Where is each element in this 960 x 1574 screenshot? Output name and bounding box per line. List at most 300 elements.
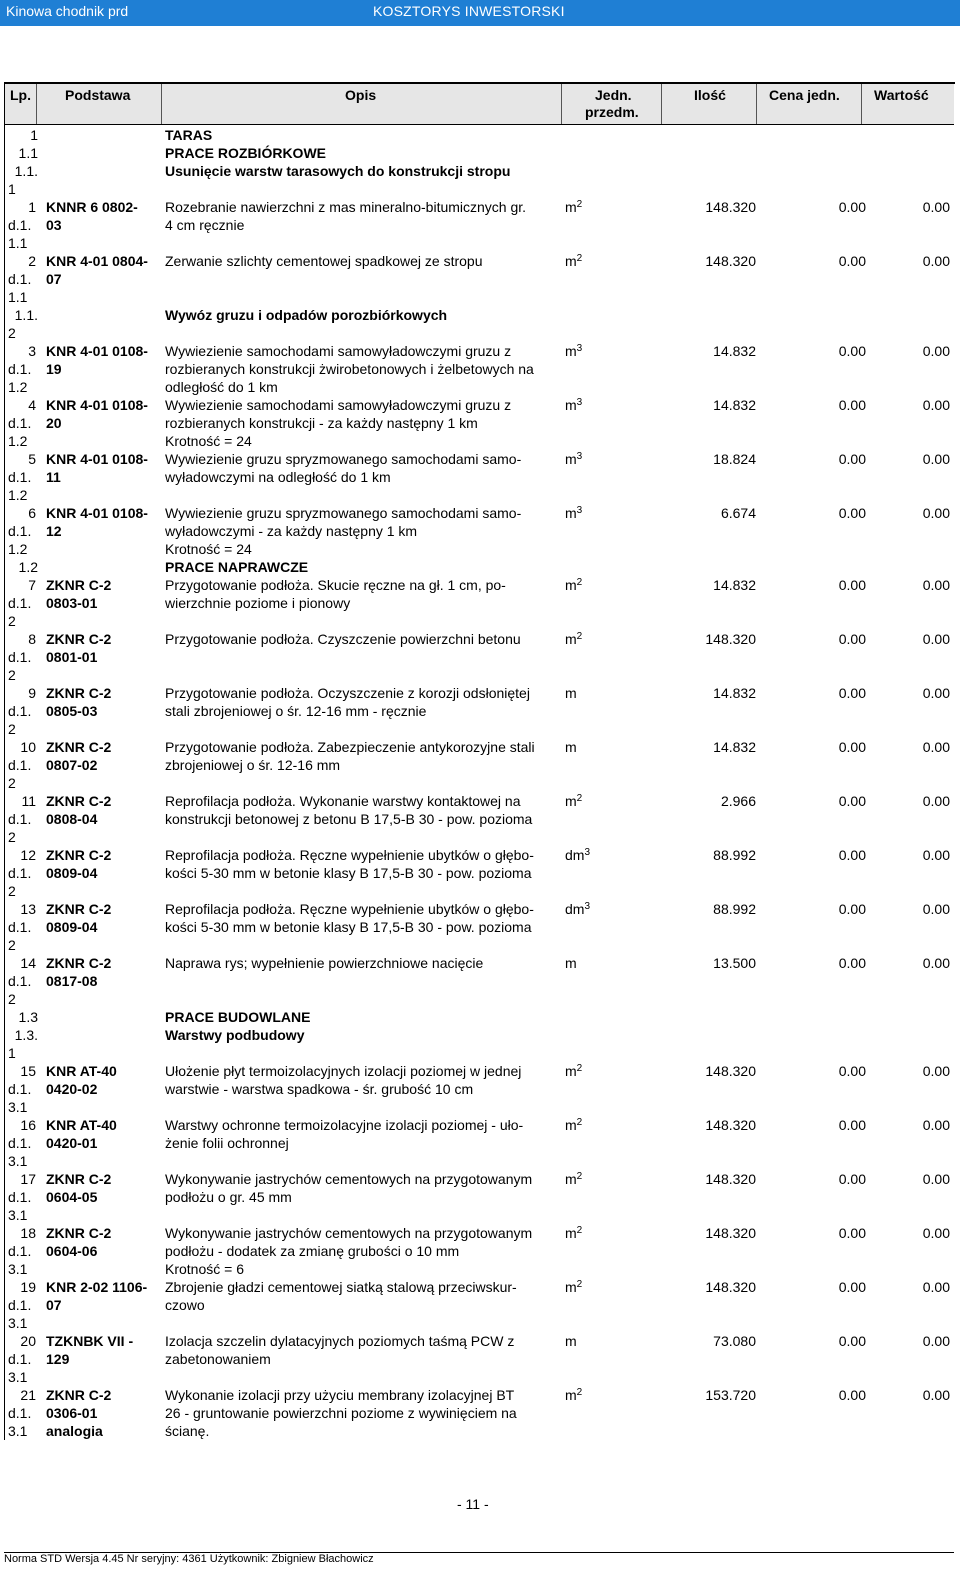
row-unit-price: 0.00 [838,451,866,467]
row-podstawa: ZKNR C-2 [46,685,112,701]
row-lp: 1 [8,1045,16,1061]
row-podstawa: 20 [46,415,62,431]
row-podstawa: ZKNR C-2 [46,1225,112,1241]
row-value: 0.00 [922,1171,950,1187]
unit-exponent: 3 [584,901,591,912]
row-description: zbrojeniowej o śr. 12-16 mm [165,757,341,773]
row-lp: 16 [20,1117,36,1133]
row-podstawa: 07 [46,271,62,287]
row-description: Przygotowanie podłoża. Czyszczenie powierzchni betonu [165,631,521,647]
row-quantity: 88.992 [713,847,756,863]
row-value: 0.00 [922,847,950,863]
row-podstawa: KNR AT-40 [46,1117,117,1133]
row-lp: 19 [20,1279,36,1295]
section-title: PRACE ROZBIÓRKOWE [165,145,326,161]
row-description: stali zbrojeniowej o śr. 12-16 mm - ręcznie [165,703,427,719]
unit-exponent: 2 [576,1117,583,1128]
row-description: Wykonywanie jastrychów cementowych na przygotowanym [165,1225,533,1241]
unit-base: m [565,1387,577,1403]
row-lp: 18 [20,1225,36,1241]
row-description: Krotność = 24 [165,433,252,449]
row-podstawa: 11 [46,469,61,485]
row-description: 26 - gruntowanie powierzchni poziome z wywinięciem na [165,1405,517,1421]
row-podstawa: 0808-04 [46,811,98,827]
row-lp: 1.2 [18,559,38,575]
unit-base: m [565,1063,577,1079]
row-lp: d.1. [8,1351,32,1367]
row-unit-price: 0.00 [838,1171,866,1187]
row-unit [565,846,590,864]
row-value: 0.00 [922,577,950,593]
unit-base: dm [565,847,585,863]
row-lp: 2 [8,325,16,341]
row-lp: 4 [28,397,36,413]
row-podstawa: 0807-02 [46,757,98,773]
row-description: Wywiezienie samochodami samowyładowczymi gruzu z [165,343,512,359]
row-lp: 6 [28,505,36,521]
row-lp: 1.1. [14,163,38,179]
row-lp: 1.1 [8,289,28,305]
row-description: Izolacja szczelin dylatacyjnych poziomych taśmą PCW z [165,1333,515,1349]
row-quantity: 88.992 [713,901,756,917]
row-lp: d.1. [8,469,32,485]
row-lp: 2 [8,613,16,629]
row-lp: 11 [21,793,36,809]
row-unit [565,1116,582,1134]
software-note: Norma STD Wersja 4.45 Nr seryjny: 4361 Użytkownik: Zbigniew Błachowicz [4,1553,374,1565]
unit-exponent: 2 [576,1387,583,1398]
row-lp: d.1. [8,523,32,539]
row-description: Przygotowanie podłoża. Zabezpieczenie antykorozyjne stali [165,739,535,755]
row-podstawa: 0803-01 [46,595,98,611]
row-podstawa: ZKNR C-2 [46,739,112,755]
row-unit [565,630,582,648]
header-jedn-line2: przedm. [585,104,639,120]
row-unit [565,1224,582,1242]
row-lp: 7 [28,577,36,593]
unit-exponent: 2 [576,1171,583,1182]
column-divider [161,84,162,124]
row-lp: 3.1 [8,1153,28,1169]
row-lp: 2 [8,667,16,683]
row-podstawa: KNNR 6 0802- [46,199,138,215]
row-unit-price: 0.00 [838,847,866,863]
unit-base: m [565,685,577,701]
row-podstawa: ZKNR C-2 [46,1171,112,1187]
row-unit [565,1278,582,1296]
row-unit [565,1386,582,1404]
row-unit-price: 0.00 [838,1117,866,1133]
section-title: PRACE NAPRAWCZE [165,559,309,575]
unit-exponent: 2 [576,1225,583,1236]
row-lp: 9 [28,685,36,701]
row-value: 0.00 [922,1279,950,1295]
row-unit-price: 0.00 [838,505,866,521]
column-divider [661,84,662,124]
row-podstawa: ZKNR C-2 [46,901,112,917]
row-description: Reprofilacja podłoża. Ręczne wypełnienie ubytków o głębo- [165,847,534,863]
row-description: Ułożenie płyt termoizolacyjnych izolacji poziomej w jednej [165,1063,522,1079]
row-lp: 3.1 [8,1261,28,1277]
row-lp: 12 [20,847,36,863]
row-value: 0.00 [922,1063,950,1079]
unit-base: m [565,793,577,809]
row-lp: 1.2 [8,487,28,503]
row-lp: 1.1 [8,235,28,251]
unit-base: m [565,631,577,647]
unit-exponent: 2 [576,631,583,642]
row-description: 4 cm ręcznie [165,217,245,233]
row-quantity: 148.320 [705,1117,756,1133]
row-lp: 1.1. [14,307,38,323]
row-value: 0.00 [922,199,950,215]
row-description: podłożu o gr. 45 mm [165,1189,292,1205]
row-lp: 5 [28,451,36,467]
unit-exponent: 3 [576,397,583,408]
top-bar [0,0,960,26]
row-lp: 3.1 [8,1369,28,1385]
row-podstawa: ZKNR C-2 [46,631,112,647]
row-unit [565,684,577,702]
row-lp: 8 [28,631,36,647]
row-value: 0.00 [922,631,950,647]
column-divider [756,84,757,124]
row-description: żenie folii ochronnej [165,1135,289,1151]
row-lp: 3.1 [8,1207,28,1223]
unit-base: m [565,343,577,359]
row-value: 0.00 [922,253,950,269]
row-value: 0.00 [922,793,950,809]
row-lp: d.1. [8,595,32,611]
row-lp: 1 [8,181,16,197]
row-quantity: 148.320 [705,199,756,215]
row-podstawa: ZKNR C-2 [46,847,112,863]
row-lp: 2 [28,253,36,269]
row-unit-price: 0.00 [838,1225,866,1241]
row-unit [565,252,582,270]
section-title: PRACE BUDOWLANE [165,1009,311,1025]
unit-exponent: 2 [576,1063,583,1074]
row-lp: 3.1 [8,1099,28,1115]
row-unit [565,738,577,756]
row-podstawa: 12 [46,523,62,539]
row-lp: 14 [20,955,36,971]
column-divider [561,84,562,124]
column-divider [861,84,862,124]
row-description: Wywiezienie samochodami samowyładowczymi gruzu z [165,397,512,413]
row-unit [565,450,582,468]
row-lp: 3.1 [8,1423,28,1439]
unit-base: m [565,1171,577,1187]
row-description: wyładowczymi - za każdy następny 1 km [165,523,418,539]
row-lp: 1.2 [8,433,28,449]
row-podstawa: KNR 2-02 1106- [46,1279,148,1295]
row-quantity: 14.832 [713,397,756,413]
row-description: konstrukcji betonowej z betonu B 17,5-B 30 - pow. pozioma [165,811,533,827]
unit-base: dm [565,901,585,917]
unit-base: m [565,1333,577,1349]
row-podstawa: 129 [46,1351,70,1367]
row-lp: d.1. [8,757,32,773]
unit-base: m [565,739,577,755]
row-quantity: 148.320 [705,1279,756,1295]
row-unit [565,1332,577,1350]
row-lp: 2 [8,775,16,791]
row-description: kości 5-30 mm w betonie klasy B 17,5-B 30 - pow. pozioma [165,919,532,935]
row-lp: d.1. [8,1243,32,1259]
row-quantity: 153.720 [705,1387,756,1403]
row-lp: d.1. [8,1297,32,1313]
row-lp: 3 [28,343,36,359]
unit-base: m [565,451,577,467]
row-podstawa: 19 [46,361,62,377]
row-lp: 2 [8,883,16,899]
row-lp: 2 [8,829,16,845]
row-podstawa: analogia [46,1423,103,1439]
unit-base: m [565,199,577,215]
row-unit-price: 0.00 [838,1063,866,1079]
row-podstawa: KNR AT-40 [46,1063,117,1079]
row-unit [565,792,582,810]
row-description: Przygotowanie podłoża. Skucie ręczne na gł. 1 cm, po- [165,577,506,593]
row-description: wyładowczymi na odległość do 1 km [165,469,391,485]
row-podstawa: ZKNR C-2 [46,577,112,593]
row-description: Reprofilacja podłoża. Ręczne wypełnienie ubytków o głębo- [165,901,534,917]
row-lp: 1 [28,199,36,215]
row-value: 0.00 [922,1387,950,1403]
row-value: 0.00 [922,1225,950,1241]
row-podstawa: KNR 4-01 0108- [46,397,148,413]
page-number: - 11 - [457,1496,489,1512]
row-unit-price: 0.00 [838,631,866,647]
row-lp: d.1. [8,1081,32,1097]
row-description: Przygotowanie podłoża. Oczyszczenie z korozji odsłoniętej [165,685,530,701]
header-podstawa: Podstawa [65,87,131,103]
row-quantity: 148.320 [705,1225,756,1241]
unit-base: m [565,1279,577,1295]
unit-exponent: 3 [576,451,583,462]
document-title: KOSZTORYS INWESTORSKI [373,3,565,19]
row-description: Krotność = 24 [165,541,252,557]
unit-exponent: 2 [576,199,583,210]
row-value: 0.00 [922,505,950,521]
row-description: zabetonowaniem [165,1351,271,1367]
unit-exponent: 3 [576,505,583,516]
unit-base: m [565,577,577,593]
row-description: Zerwanie szlichty cementowej spadkowej ze stropu [165,253,483,269]
row-unit-price: 0.00 [838,793,866,809]
row-description: ścianę. [165,1423,210,1439]
unit-exponent: 2 [576,253,583,264]
row-lp: 17 [20,1171,36,1187]
row-description: Zbrojenie gładzi cementowej siatką stalową przeciwskur- [165,1279,517,1295]
row-lp: 20 [20,1333,36,1349]
row-unit-price: 0.00 [838,955,866,971]
row-unit-price: 0.00 [838,685,866,701]
row-podstawa: ZKNR C-2 [46,955,112,971]
row-lp: d.1. [8,361,32,377]
row-unit-price: 0.00 [838,901,866,917]
row-podstawa: 07 [46,1297,62,1313]
row-unit [565,576,582,594]
row-podstawa: KNR 4-01 0804- [46,253,148,269]
row-description: warstwie - warstwa spadkowa - śr. grubość 10 cm [165,1081,474,1097]
row-lp: 2 [8,937,16,953]
row-unit-price: 0.00 [838,343,866,359]
row-description: wierzchnie poziome i pionowy [165,595,351,611]
header-ilosc: Ilość [694,87,726,103]
row-unit [565,900,590,918]
row-quantity: 148.320 [705,631,756,647]
row-podstawa: 0604-05 [46,1189,98,1205]
row-lp: d.1. [8,1189,32,1205]
row-podstawa: 0805-03 [46,703,98,719]
section-title: TARAS [165,127,213,143]
row-lp: 3.1 [8,1315,28,1331]
row-lp: d.1. [8,811,32,827]
section-title: Wywóz gruzu i odpadów porozbiórkowych [165,307,448,323]
row-quantity: 148.320 [705,1063,756,1079]
row-podstawa: KNR 4-01 0108- [46,343,148,359]
row-description: czowo [165,1297,205,1313]
row-unit [565,954,577,972]
row-lp: d.1. [8,973,32,989]
row-value: 0.00 [922,955,950,971]
row-podstawa: 0801-01 [46,649,98,665]
header-divider [4,124,954,125]
row-unit-price: 0.00 [838,1333,866,1349]
row-lp: 1.3 [18,1009,38,1025]
row-quantity: 14.832 [713,343,756,359]
row-description: podłożu - dodatek za zmianę grubości o 10 mm [165,1243,460,1259]
row-lp: 2 [8,991,16,1007]
row-description: odległość do 1 km [165,379,278,395]
row-description: rozbieranych konstrukcji żwirobetonowych i żelbetowych na [165,361,534,377]
row-unit [565,342,582,360]
row-unit-price: 0.00 [838,1387,866,1403]
row-description: kości 5-30 mm w betonie klasy B 17,5-B 30 - pow. pozioma [165,865,532,881]
row-unit [565,1170,582,1188]
row-value: 0.00 [922,343,950,359]
unit-base: m [565,955,577,971]
row-podstawa: 0809-04 [46,919,98,935]
unit-base: m [565,1225,577,1241]
row-value: 0.00 [922,685,950,701]
row-unit-price: 0.00 [838,739,866,755]
row-unit [565,504,582,522]
row-lp: 10 [20,739,36,755]
row-lp: 15 [20,1063,36,1079]
row-lp: 2 [8,721,16,737]
row-quantity: 14.832 [713,685,756,701]
row-lp: 1.3. [14,1027,38,1043]
row-quantity: 14.832 [713,739,756,755]
header-lp: Lp. [10,87,31,103]
row-podstawa: 0817-08 [46,973,98,989]
row-podstawa: 0420-02 [46,1081,98,1097]
row-lp: 13 [20,901,36,917]
unit-base: m [565,1117,577,1133]
row-quantity: 13.500 [713,955,756,971]
row-unit [565,396,582,414]
row-unit-price: 0.00 [838,397,866,413]
row-podstawa: KNR 4-01 0108- [46,505,148,521]
row-description: Reprofilacja podłoża. Wykonanie warstwy kontaktowej na [165,793,521,809]
header-cena: Cena jedn. [769,87,840,103]
row-lp: 21 [20,1387,36,1403]
unit-exponent: 3 [576,343,583,354]
section-title: Warstwy podbudowy [165,1027,305,1043]
row-podstawa: 0420-01 [46,1135,98,1151]
unit-exponent: 2 [576,577,583,588]
unit-exponent: 2 [576,1279,583,1290]
row-quantity: 6.674 [720,505,756,521]
section-title: Usunięcie warstw tarasowych do konstrukcji stropu [165,163,511,179]
row-lp: 1.1 [18,145,38,161]
row-podstawa: 0809-04 [46,865,98,881]
row-description: Wykonanie izolacji przy użyciu membrany izolacyjnej BT [165,1387,515,1403]
unit-exponent: 3 [584,847,591,858]
row-unit-price: 0.00 [838,1279,866,1295]
row-quantity: 148.320 [705,1171,756,1187]
row-podstawa: 0604-06 [46,1243,98,1259]
row-lp: 1.2 [8,541,28,557]
row-value: 0.00 [922,451,950,467]
row-value: 0.00 [922,901,950,917]
unit-base: m [565,253,577,269]
header-wartosc: Wartość [874,87,929,103]
row-quantity: 148.320 [705,253,756,269]
row-quantity: 2.966 [720,793,756,809]
row-unit-price: 0.00 [838,577,866,593]
row-lp: d.1. [8,217,32,233]
row-description: Wykonywanie jastrychów cementowych na przygotowanym [165,1171,533,1187]
row-description: Naprawa rys; wypełnienie powierzchniowe nacięcie [165,955,484,971]
row-description: Wywiezienie gruzu spryzmowanego samochodami samo- [165,451,522,467]
header-opis: Opis [345,87,377,103]
row-podstawa: ZKNR C-2 [46,1387,112,1403]
row-value: 0.00 [922,1117,950,1133]
row-lp: d.1. [8,1135,32,1151]
row-description: Wywiezienie gruzu spryzmowanego samochodami samo- [165,505,522,521]
row-unit [565,1062,582,1080]
row-lp: d.1. [8,271,32,287]
row-unit-price: 0.00 [838,253,866,269]
row-lp: d.1. [8,919,32,935]
row-lp: d.1. [8,1405,32,1421]
row-description: Rozebranie nawierzchni z mas mineralno-bitumicznych gr. [165,199,527,215]
row-unit-price: 0.00 [838,199,866,215]
unit-base: m [565,505,577,521]
column-divider [36,84,37,124]
row-quantity: 18.824 [713,451,756,467]
row-value: 0.00 [922,1333,950,1349]
row-value: 0.00 [922,397,950,413]
row-podstawa: 0306-01 [46,1405,98,1421]
row-value: 0.00 [922,739,950,755]
row-quantity: 73.080 [713,1333,756,1349]
row-quantity: 14.832 [713,577,756,593]
document-name: Kinowa chodnik prd [6,3,129,19]
row-lp: d.1. [8,703,32,719]
row-description: Warstwy ochronne termoizolacyjne izolacji poziomej - uło- [165,1117,524,1133]
row-lp: 1.2 [8,379,28,395]
unit-exponent: 2 [576,793,583,804]
row-lp: d.1. [8,865,32,881]
row-description: rozbieranych konstrukcji - za każdy następny 1 km [165,415,478,431]
row-podstawa: KNR 4-01 0108- [46,451,148,467]
row-podstawa: ZKNR C-2 [46,793,112,809]
